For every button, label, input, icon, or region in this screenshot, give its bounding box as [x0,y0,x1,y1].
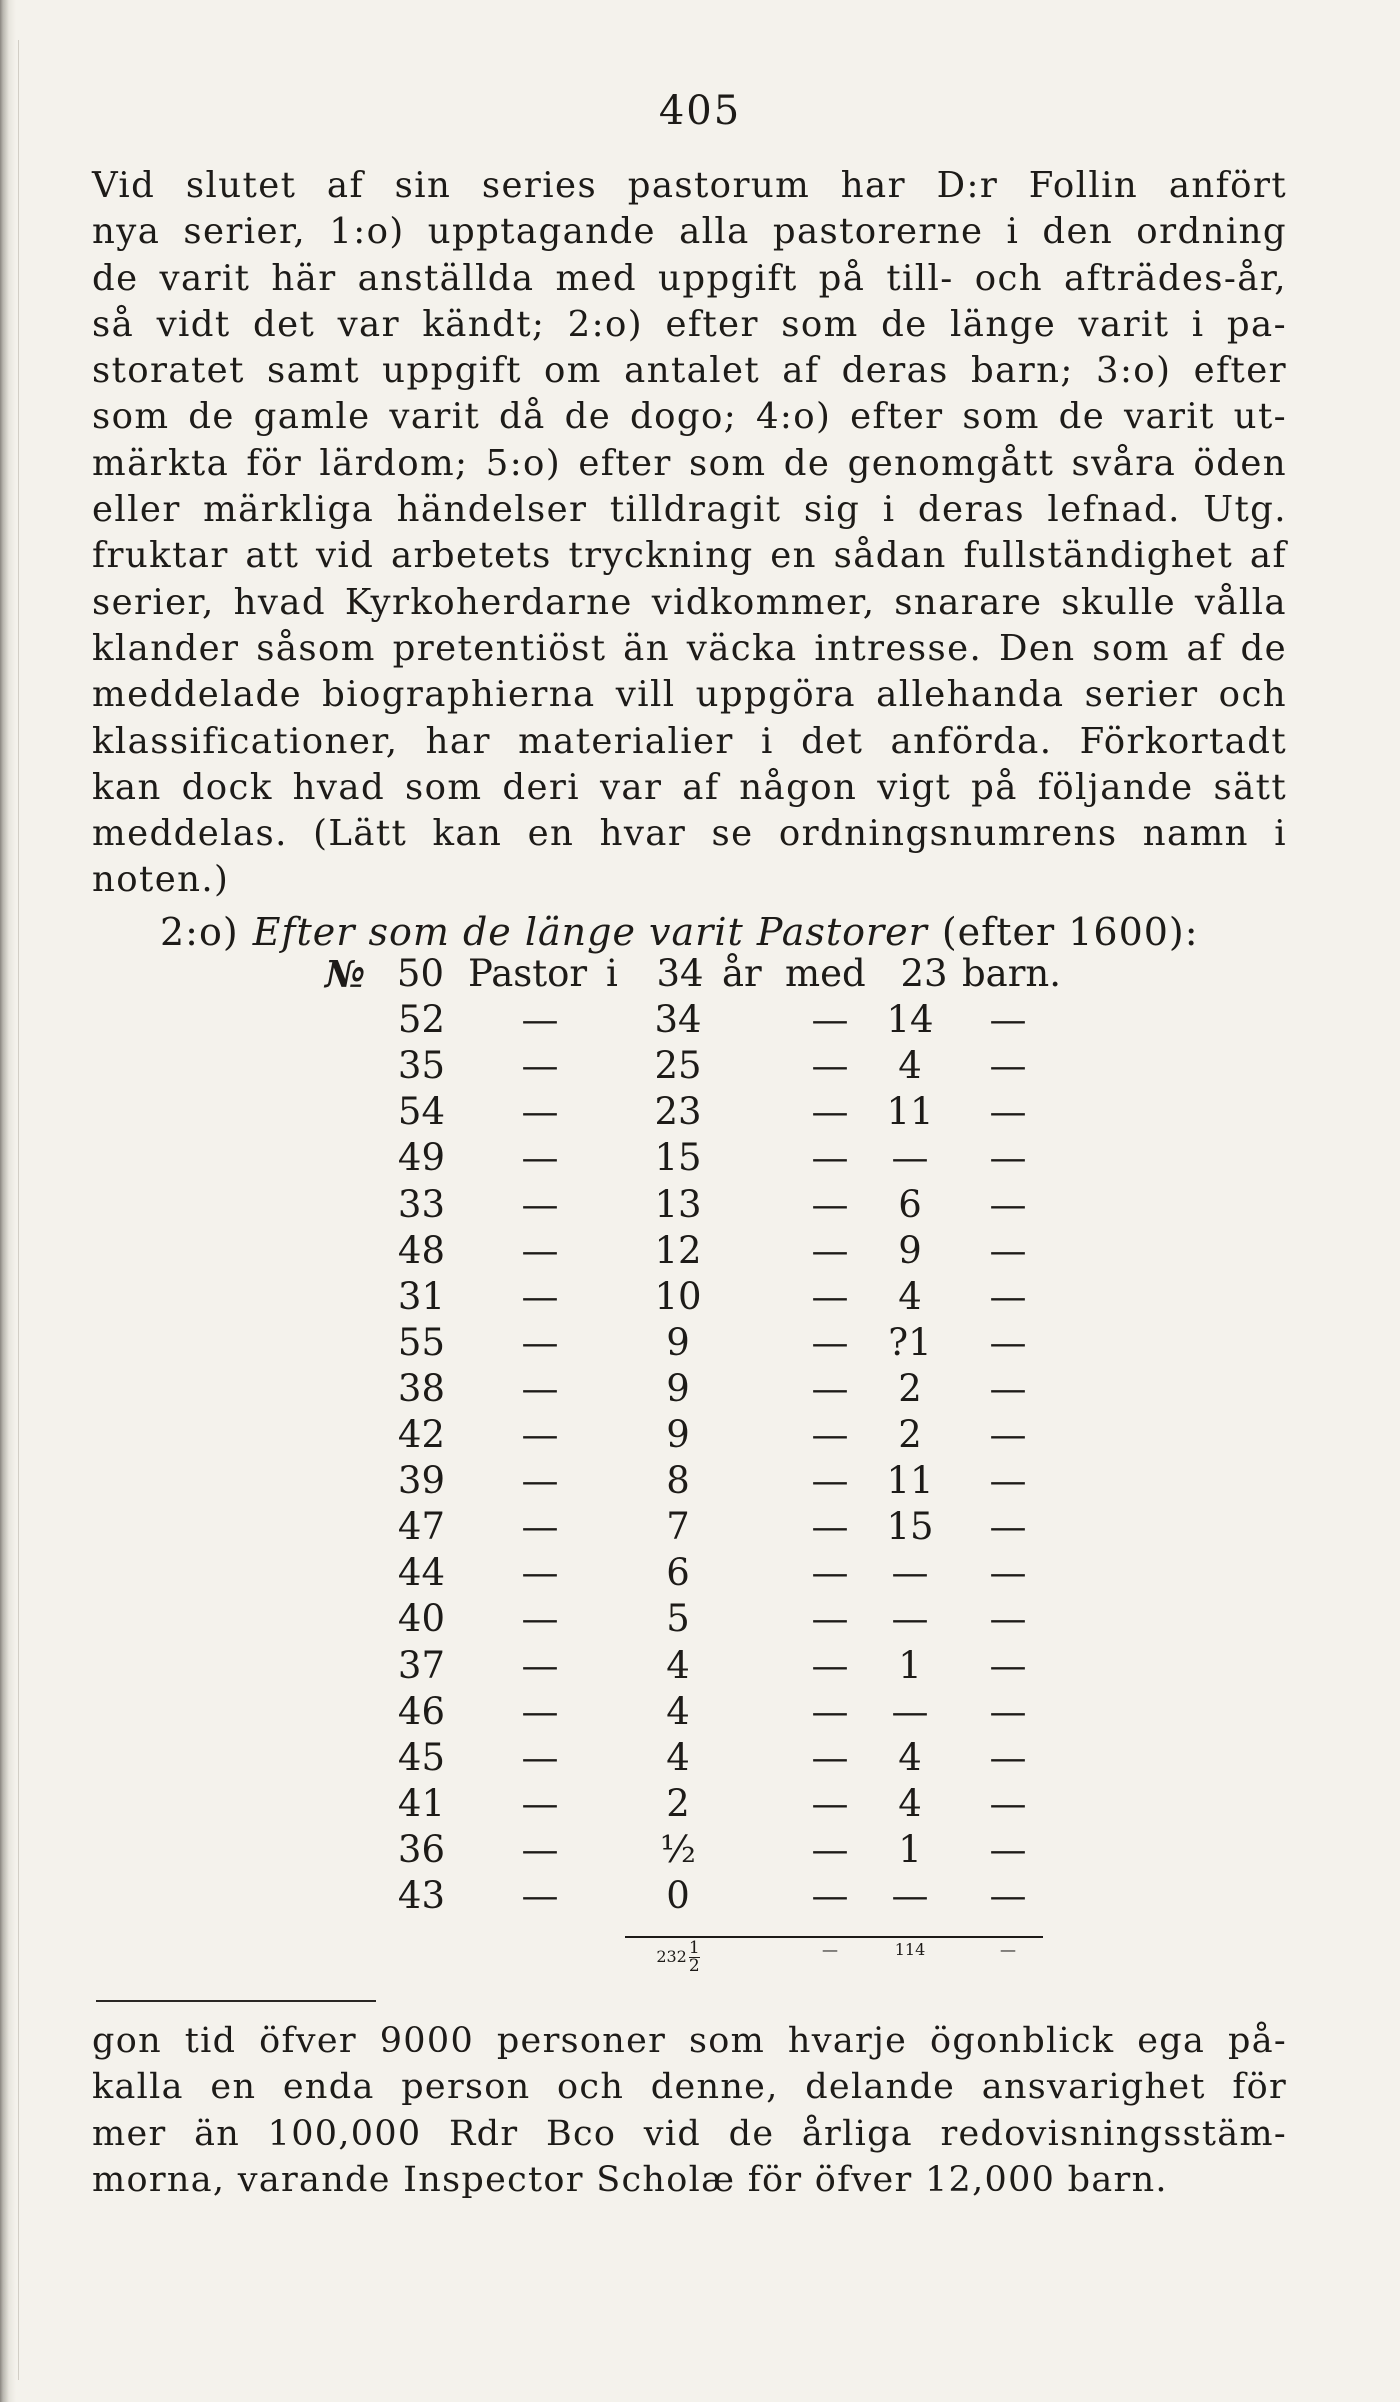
body-line: kan dock hvad som deri var af någon vigt på följande sätt [92,766,1287,808]
row-dash: — [811,1136,849,1180]
row-number: 54 [397,1090,445,1134]
row-dash: — [989,1689,1027,1733]
table-row [0,1597,1400,1643]
heading-prefix: 2:o) [160,910,239,954]
row-dash: — [811,1228,849,1272]
row-dash: — [811,1320,849,1364]
row-number: 47 [397,1505,445,1549]
row-number: 37 [397,1643,445,1687]
row-children: — [891,1874,929,1917]
total-dash-end: — [1000,1940,1016,1959]
row-dash: — [521,1413,559,1456]
row-number: 52 [397,998,445,1042]
table-header-row [0,952,1400,998]
row-years: 4 [666,1735,690,1779]
row-dash: — [989,1643,1027,1687]
numero-sign: № [325,952,366,996]
row-number: 45 [397,1735,445,1779]
body-line: noten.) [92,859,230,901]
row-dash: — [989,1874,1027,1917]
body-line: nya serier, 1:o) upptagande alla pastorerne i den ordning [92,211,1287,253]
row-dash: — [521,1274,559,1318]
table-row [0,1874,1400,1920]
table-row [0,1044,1400,1090]
heading-suffix: (efter 1600): [941,910,1199,954]
row-years: 15 [654,1136,702,1180]
row-dash: — [521,1228,559,1272]
table-row [0,1782,1400,1828]
table-row [0,1321,1400,1367]
header-num: 50 [396,952,444,995]
row-dash: — [521,998,559,1042]
table-row [0,1413,1400,1459]
table-row [0,1690,1400,1736]
page-number: 405 [658,88,742,134]
row-number: 31 [397,1274,445,1318]
row-number: 38 [397,1366,445,1410]
footnote-line: gon tid öfver 9000 personer som hvarje ögonblick ega på- [92,2021,1287,2061]
table-row [0,1136,1400,1182]
row-years: 0 [666,1874,690,1917]
total-kids: 114 [894,1940,926,1959]
row-dash: — [811,1505,849,1549]
table-row [0,1736,1400,1782]
row-years: 9 [666,1413,690,1456]
row-children: 6 [898,1182,922,1226]
row-years: 4 [666,1689,690,1733]
row-children: 4 [898,1781,922,1825]
table-row [0,998,1400,1044]
row-children: 11 [886,1090,934,1134]
table-row [0,1090,1400,1136]
row-number: 46 [397,1689,445,1733]
row-dash: — [989,1182,1027,1226]
row-number: 33 [397,1182,445,1226]
row-dash: — [989,1551,1027,1595]
row-dash: — [989,1827,1027,1871]
header-med: med [785,952,866,995]
row-years: ½ [660,1827,696,1871]
row-number: 44 [397,1551,445,1595]
footnote-line: mer än 100,000 Rdr Bco vid de årliga redovisningsstäm- [92,2113,1287,2154]
row-years: 5 [666,1597,690,1641]
row-dash: — [811,1459,849,1503]
table-row [0,1275,1400,1321]
row-dash: — [521,1320,559,1364]
fraction-numerator: 1 [688,1938,700,1958]
header-kids: 23 [900,952,948,995]
header-i: i [606,952,618,995]
body-line: meddelas. (Lätt kan en hvar se ordningsnumrens namn i [92,813,1287,855]
row-dash: — [811,1551,849,1595]
row-dash: — [521,1366,559,1410]
row-dash: — [989,1090,1027,1134]
row-years: 4 [666,1643,690,1687]
table-row [0,1229,1400,1275]
row-children: ?1 [888,1320,932,1364]
row-children: 4 [898,1735,922,1779]
table-row [0,1367,1400,1413]
row-dash: — [811,1413,849,1456]
footnote [92,2018,1287,2203]
total-years-whole: 232 [656,1947,687,1966]
row-dash: — [811,1689,849,1733]
row-number: 35 [397,1044,445,1088]
row-dash: — [989,1413,1027,1456]
row-number: 36 [397,1827,445,1871]
total-rule [625,1936,1043,1938]
row-number: 40 [397,1597,445,1641]
section-heading [160,910,1199,954]
row-dash: — [521,1136,559,1180]
body-line: som de gamle varit då de dogo; 4:o) efter som de varit ut- [92,396,1287,438]
row-children: — [891,1551,929,1595]
row-dash: — [811,1874,849,1917]
body-line: storatet samt uppgift om antalet af deras barn; 3:o) efter [92,350,1287,392]
row-years: 25 [654,1044,702,1088]
row-dash: — [521,1689,559,1733]
row-dash: — [811,998,849,1042]
row-dash: — [989,1136,1027,1180]
row-years: 10 [654,1274,702,1318]
body-line: eller märkliga händelser tilldragit sig i deras lefnad. Utg. [92,489,1287,531]
body-paragraph [92,163,1287,904]
table-row [0,1551,1400,1597]
heading-title: Efter som de länge varit Pastorer [252,910,928,954]
body-line: meddelade biographierna vill uppgöra allehanda serier och [92,674,1287,716]
row-dash: — [811,1274,849,1318]
body-line: de varit här anställda med uppgift på till- och afträdes-år, [92,257,1287,299]
row-dash: — [521,1182,559,1226]
row-dash: — [811,1090,849,1134]
footnote-rule [96,2000,376,2002]
row-dash: — [989,1228,1027,1272]
row-children: 11 [886,1459,934,1503]
header-years: 34 [656,952,704,995]
body-line: klassificationer, har materialier i det anförda. Förkortadt [92,720,1287,762]
row-dash: — [521,1090,559,1134]
row-children: 15 [886,1505,934,1549]
row-dash: — [521,1781,559,1825]
row-dash: — [521,1597,559,1641]
total-row [0,1940,1400,1986]
row-years: 6 [666,1551,690,1595]
row-children: 9 [898,1228,922,1272]
total-half-fraction [689,1940,700,1975]
row-dash: — [989,1735,1027,1779]
row-children: — [891,1136,929,1180]
body-line: fruktar att vid arbetets tryckning en sådan fullständighet af [92,535,1287,577]
header-barn: barn. [962,952,1062,995]
row-children: 2 [898,1413,922,1456]
row-dash: — [811,1643,849,1687]
body-line: märkta för lärdom; 5:o) efter som de genomgått svåra öden [92,442,1287,484]
table-row [0,1183,1400,1229]
row-dash: — [989,1459,1027,1503]
fraction-denominator: 2 [688,1956,700,1976]
table-row [0,1505,1400,1551]
row-dash: — [521,1874,559,1917]
row-dash: — [521,1044,559,1088]
row-years: 23 [654,1090,702,1134]
row-dash: — [989,1320,1027,1364]
row-dash: — [989,1044,1027,1088]
body-line: serier, hvad Kyrkoherdarne vidkommer, snarare skulle vålla [92,581,1287,623]
body-line: klander såsom pretentiöst än väcka intresse. Den som af de [92,627,1287,669]
row-dash: — [521,1735,559,1779]
row-dash: — [811,1781,849,1825]
body-line: så vidt det var kändt; 2:o) efter som de länge varit i pa- [92,303,1287,345]
row-dash: — [521,1827,559,1871]
row-number: 48 [397,1228,445,1272]
row-number: 49 [397,1136,445,1180]
row-years: 2 [666,1781,690,1825]
row-years: 34 [654,998,702,1042]
row-dash: — [811,1597,849,1641]
row-children: 2 [898,1366,922,1410]
footnote-line: morna, varande Inspector Scholæ för öfver 12,000 barn. [92,2159,1168,2200]
total-dash: — [822,1940,838,1959]
row-children: — [891,1689,929,1733]
row-dash: — [989,1597,1027,1641]
row-children: 1 [898,1643,922,1687]
row-number: 43 [397,1874,445,1917]
row-dash: — [989,1781,1027,1825]
row-dash: — [521,1551,559,1595]
row-dash: — [989,1366,1027,1410]
row-years: 9 [666,1320,690,1364]
row-years: 8 [666,1459,690,1503]
row-dash: — [989,1274,1027,1318]
total-years [618,1940,738,1975]
header-pastor: Pastor [468,952,588,995]
row-years: 9 [666,1366,690,1410]
table-row [0,1644,1400,1690]
row-number: 41 [397,1781,445,1825]
row-number: 42 [397,1413,445,1456]
row-dash: — [811,1735,849,1779]
row-dash: — [811,1827,849,1871]
row-years: 12 [654,1228,702,1272]
body-line: Vid slutet af sin series pastorum har D:r Follin anfört [92,165,1287,206]
row-years: 13 [654,1182,702,1226]
row-children: 1 [898,1827,922,1871]
row-number: 55 [397,1320,445,1364]
row-dash: — [521,1643,559,1687]
row-children: 14 [886,998,934,1042]
row-dash: — [521,1459,559,1503]
row-children: — [891,1597,929,1641]
row-dash: — [989,998,1027,1042]
header-ar: år [722,952,762,995]
row-children: 4 [898,1274,922,1318]
row-dash: — [521,1505,559,1549]
row-number: 39 [397,1459,445,1503]
row-children: 4 [898,1044,922,1088]
table-row [0,1828,1400,1874]
footnote-line: kalla en enda person och denne, delande ansvarighet för [92,2067,1287,2108]
row-dash: — [989,1505,1027,1549]
row-dash: — [811,1044,849,1088]
row-years: 7 [666,1505,690,1549]
table-row [0,1459,1400,1505]
row-dash: — [811,1182,849,1226]
row-dash: — [811,1366,849,1410]
